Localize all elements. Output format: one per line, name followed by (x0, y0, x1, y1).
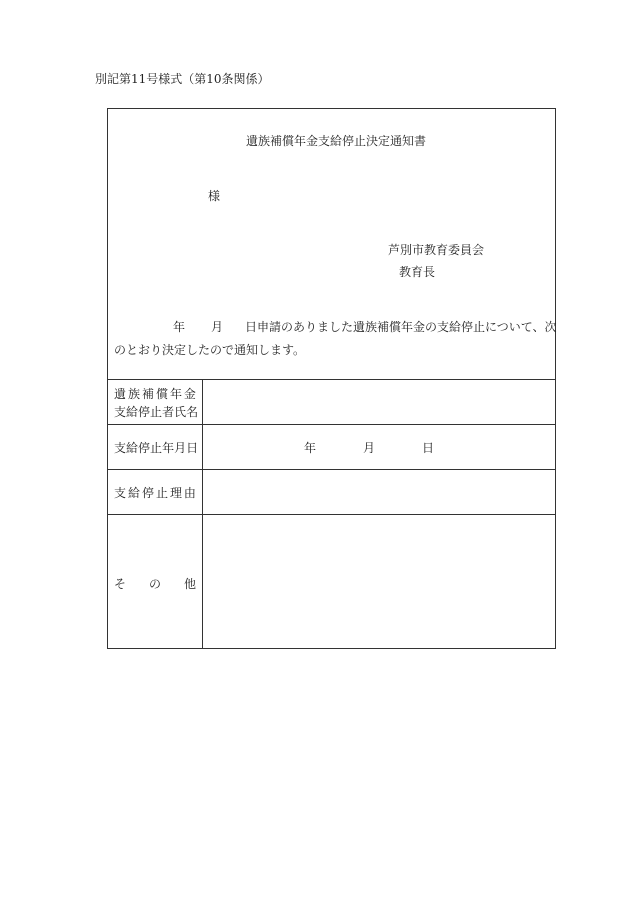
stop-date-day: 日 (422, 441, 435, 455)
stop-date-field[interactable] (203, 425, 555, 469)
stop-reason-label (108, 483, 202, 501)
notice-text-line1 (173, 321, 557, 333)
sender-organization: 芦別市教育委員会 (388, 243, 485, 257)
label-char: 停 (138, 404, 151, 419)
label-char: 止 (155, 485, 168, 500)
label-char: 年 (162, 440, 175, 455)
notice-month-label: 月 (211, 320, 224, 334)
notice-text-line2: のとおり決定したので通知します。 (114, 343, 306, 357)
deceased-name-label (108, 384, 202, 420)
label-char: 氏 (174, 404, 187, 419)
stop-date-year: 年 (304, 441, 317, 455)
label-char: 止 (150, 404, 163, 419)
label-char: 給 (126, 440, 139, 455)
label-char: 者 (162, 404, 175, 419)
label-char: 支 (114, 485, 127, 500)
sender-title: 教育長 (399, 265, 436, 279)
label-char: 理 (169, 485, 182, 500)
deceased-name-field[interactable] (203, 380, 555, 424)
notice-year-label: 年 (173, 320, 186, 334)
stop-reason-field[interactable] (203, 470, 555, 514)
label-char: 補 (141, 386, 154, 401)
notice-body-text: 日申請のありました遺族補償年金の支給停止について、次 (245, 320, 557, 334)
label-char: 遺 (114, 386, 127, 401)
label-char: 日 (186, 440, 199, 455)
form-frame (107, 108, 556, 649)
label-char: 金 (183, 386, 196, 401)
label-char: 停 (138, 440, 151, 455)
label-char: 支 (114, 440, 127, 455)
stop-date-label (108, 438, 202, 456)
label-char: 由 (183, 485, 196, 500)
label-char: 年 (169, 386, 182, 401)
label-char: 支 (114, 404, 127, 419)
label-char: 他 (183, 576, 196, 591)
label-char: 償 (155, 386, 168, 401)
label-char: 停 (141, 485, 154, 500)
label-line (114, 402, 199, 420)
label-char: 族 (127, 386, 140, 401)
label-char: 名 (186, 404, 199, 419)
label-line (114, 384, 196, 402)
stop-date-month: 月 (363, 441, 376, 455)
label-char: 給 (126, 404, 139, 419)
label-line (114, 574, 196, 592)
label-char: 月 (174, 440, 187, 455)
addressee-honorific: 様 (208, 189, 221, 203)
form-number-label: 別記第11号様式（第10条関係） (95, 72, 270, 86)
label-line (114, 438, 199, 456)
other-field[interactable] (203, 515, 555, 649)
label-char: の (148, 576, 161, 591)
label-char: 止 (150, 440, 163, 455)
label-char: そ (114, 576, 127, 591)
other-label (108, 574, 202, 592)
label-line (114, 483, 196, 501)
document-title: 遺族補償年金支給停止決定通知書 (246, 134, 427, 148)
label-char: 給 (127, 485, 140, 500)
